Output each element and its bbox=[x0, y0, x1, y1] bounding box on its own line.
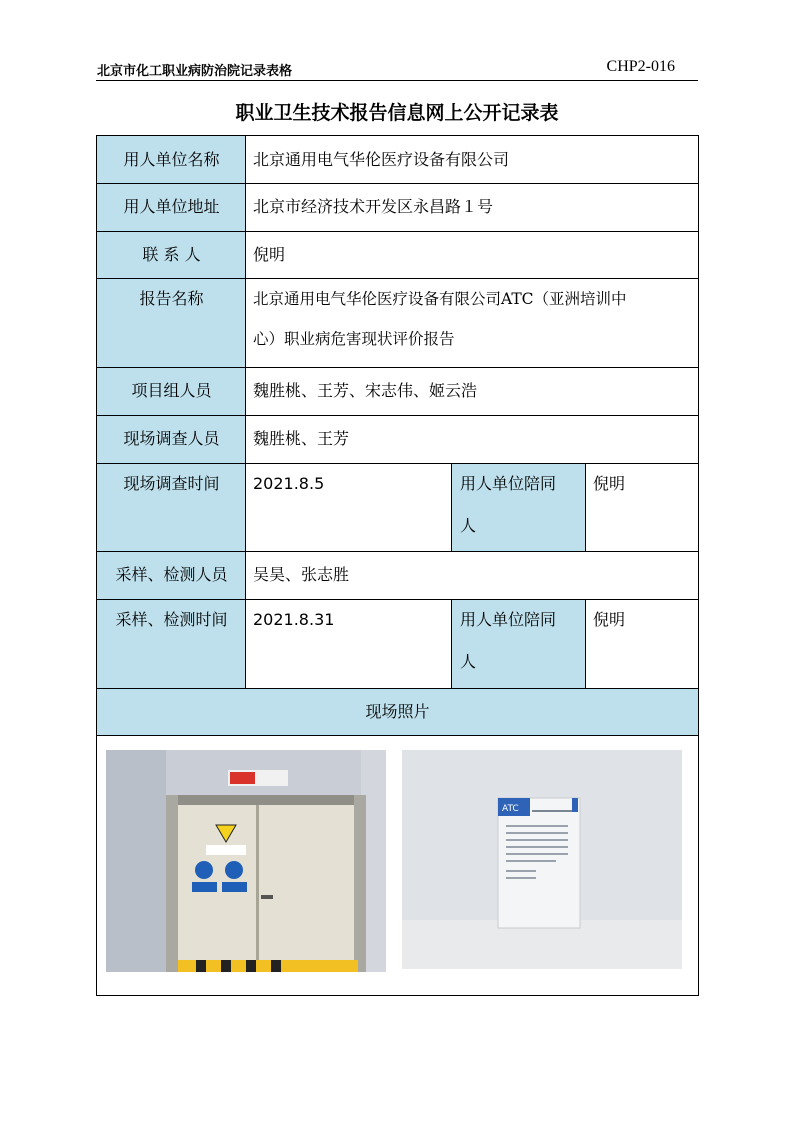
sampling-staff-value: 吴昊、张志胜 bbox=[253, 565, 350, 584]
page-title: 职业卫生技术报告信息网上公开记录表 bbox=[235, 102, 559, 124]
sampling-staff-label: 采样、检测人员 bbox=[97, 551, 246, 599]
report-name-line1: 北京通用电气华伦医疗设备有限公司ATC（亚洲培训中 bbox=[253, 290, 627, 308]
site-photo-door bbox=[106, 750, 386, 972]
survey-staff-label: 现场调查人员 bbox=[97, 415, 246, 463]
svg-text:ATC: ATC bbox=[502, 804, 519, 814]
survey-time-value: 2021.8.5 bbox=[253, 474, 325, 493]
report-name-line2: 心）职业病危害现状评价报告 bbox=[253, 330, 455, 348]
project-members-value: 魏胜桃、王芳、宋志伟、姬云浩 bbox=[253, 381, 478, 400]
report-name-value bbox=[246, 278, 698, 367]
photos-section-title: 现场照片 bbox=[97, 688, 698, 735]
sampling-companion-label-line1: 用人单位陪同 bbox=[460, 610, 557, 629]
site-photo-sign bbox=[402, 750, 682, 969]
survey-companion-label-line1: 用人单位陪同 bbox=[460, 474, 557, 493]
unit-address-value: 北京市经济技术开发区永昌路１号 bbox=[253, 197, 494, 216]
contact-label: 联 系 人 bbox=[97, 231, 246, 278]
sampling-companion-label-line2: 人 bbox=[460, 652, 477, 671]
project-members-label: 项目组人员 bbox=[97, 367, 246, 415]
header-divider bbox=[96, 80, 698, 81]
form-code: CHP2-016 bbox=[606, 58, 675, 75]
sampling-companion-value: 倪明 bbox=[593, 610, 626, 629]
survey-companion-value: 倪明 bbox=[593, 474, 626, 493]
unit-name-label: 用人单位名称 bbox=[97, 136, 246, 183]
sampling-time-label: 采样、检测时间 bbox=[97, 599, 246, 688]
sampling-time-value: 2021.8.31 bbox=[253, 610, 335, 629]
report-name-label: 报告名称 bbox=[97, 278, 246, 367]
org-header: 北京市化工职业病防治院记录表格 bbox=[97, 64, 293, 79]
contact-value: 倪明 bbox=[253, 245, 286, 264]
unit-name-value: 北京通用电气华伦医疗设备有限公司 bbox=[253, 150, 510, 169]
sampling-companion-label bbox=[452, 599, 586, 688]
survey-companion-label-line2: 人 bbox=[460, 516, 477, 535]
unit-address-label: 用人单位地址 bbox=[97, 183, 246, 231]
survey-staff-value: 魏胜桃、王芳 bbox=[253, 429, 350, 448]
survey-companion-label bbox=[452, 463, 586, 551]
survey-time-label: 现场调查时间 bbox=[97, 463, 246, 551]
